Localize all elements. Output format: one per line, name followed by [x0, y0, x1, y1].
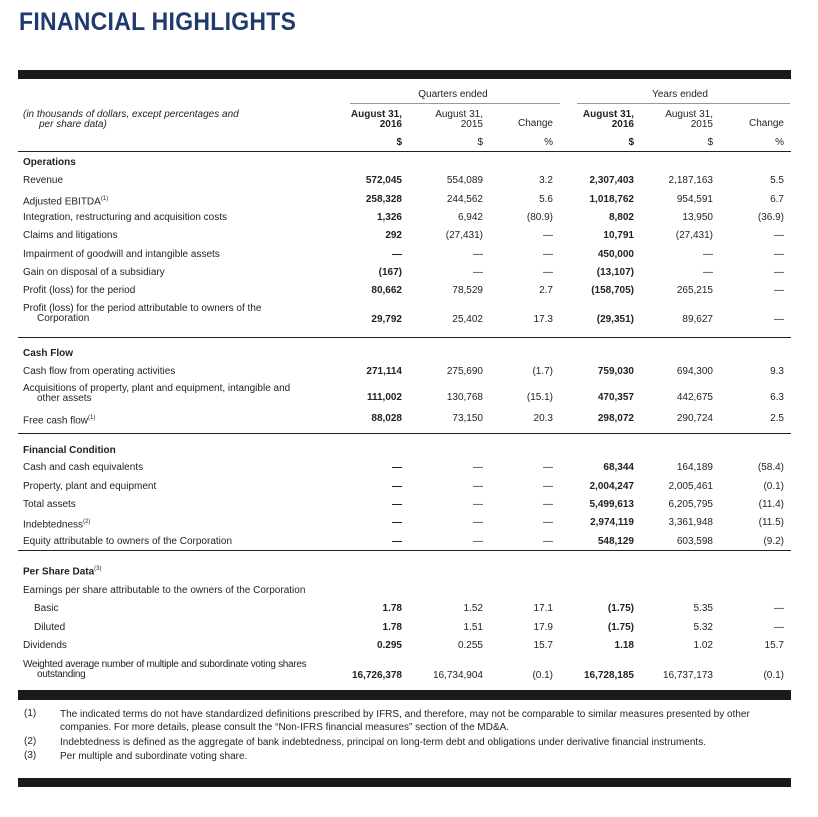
cell-revenue-col6: 5.5	[770, 175, 784, 186]
cell-fcf-col6: 2.5	[770, 413, 784, 424]
unit-y-2016: $	[628, 137, 634, 148]
cell-debt-col4: 2,974,119	[590, 517, 634, 528]
years-rule	[577, 103, 790, 104]
cell-cash-col5: 164,189	[676, 462, 713, 473]
cell-gain-col5: —	[703, 267, 713, 278]
row-label-dividends: Dividends	[23, 640, 67, 651]
cell-fcf-col3: 20.3	[533, 413, 553, 424]
cell-claims-col1: 292	[385, 230, 402, 241]
cell-dividends-col4: 1.18	[614, 640, 634, 651]
cell-debt-col5: 3,361,948	[668, 517, 713, 528]
cell-impairment-col1: —	[392, 249, 402, 260]
page-bottom-rule	[18, 778, 791, 787]
unit-q-2015: $	[477, 137, 483, 148]
cell-revenue-col2: 554,089	[446, 175, 483, 186]
cell-ppe-col4: 2,004,247	[589, 481, 634, 492]
cell-cfo-col2: 275,690	[446, 366, 483, 377]
col-q-change: Change	[517, 118, 553, 129]
cell-gain-col3: —	[543, 267, 553, 278]
cell-diluted-col6: —	[774, 622, 784, 633]
cell-impairment-col6: —	[774, 249, 784, 260]
footnote-3-text: Per multiple and subordinate voting share.	[60, 751, 248, 762]
cell-basic-col2: 1.52	[463, 603, 483, 614]
header-rule	[18, 151, 791, 152]
cell-basic-col3: 17.1	[533, 603, 553, 614]
cell-cfo-col6: 9.3	[770, 366, 784, 377]
years-ended-header: Years ended	[652, 89, 708, 100]
cell-cash-col2: —	[473, 462, 483, 473]
cell-impairment-col4: 450,000	[597, 249, 634, 260]
row-label-claims: Claims and litigations	[23, 230, 118, 241]
cell-shares-col4: 16,728,185	[583, 670, 634, 681]
cell-dividends-col2: 0.255	[457, 640, 483, 651]
col-y-2016: August 31, 2016	[582, 109, 634, 130]
cell-basic-col6: —	[774, 603, 784, 614]
row-label-fcf: Free cash flow$^{(1)}$	[23, 415, 96, 427]
financial-condition-rule	[18, 550, 791, 551]
cell-equity-col6: (9.2)	[763, 536, 784, 547]
cell-equity-col5: 603,598	[676, 536, 713, 547]
cell-integration-col5: 13,950	[682, 212, 713, 223]
footnote-1-number: (1)	[24, 708, 37, 719]
cell-integration-col6: (36.9)	[757, 212, 784, 223]
cell-impairment-col2: —	[473, 249, 483, 260]
cell-ebitda-col2: 244,562	[446, 194, 483, 205]
cell-cash-col6: (58.4)	[757, 462, 784, 473]
cell-assets-col6: (11.4)	[758, 499, 784, 510]
top-rule	[18, 70, 791, 79]
row-label-gain: Gain on disposal of a subsidiary	[23, 267, 165, 278]
cell-ppe-col3: —	[543, 481, 553, 492]
quarters-ended-header: Quarters ended	[418, 89, 488, 100]
cell-claims-col6: —	[774, 230, 784, 241]
footnote-2-text: Indebtedness is defined as the aggregate of bank indebtedness, principal on long-term debt and obligations under derivative financial instruments.	[60, 737, 706, 748]
cell-diluted-col1: 1.78	[382, 622, 402, 633]
cell-debt-col3: —	[543, 517, 553, 528]
cell-basic-col5: 5.35	[693, 603, 713, 614]
cell-debt-col1: —	[392, 517, 402, 528]
table-bottom-rule	[18, 690, 791, 700]
cell-cfo-col5: 694,300	[676, 366, 713, 377]
cell-cash-col4: 68,344	[603, 462, 634, 473]
units-note-line2: per share data)	[39, 119, 107, 130]
cell-claims-col4: 10,791	[603, 230, 634, 241]
section-cash-flow: Cash Flow	[23, 348, 74, 359]
cell-profit-col1: 80,662	[371, 285, 402, 296]
cell-revenue-col3: 3.2	[539, 175, 553, 186]
cell-profit-col2: 78,529	[452, 285, 483, 296]
cell-capex-col6: 6.3	[770, 392, 784, 403]
cell-ebitda-col5: 954,591	[676, 194, 713, 205]
cell-capex-col5: 442,675	[676, 392, 713, 403]
operations-rule	[18, 337, 791, 338]
cell-basic-col4: (1.75)	[607, 603, 634, 614]
cell-cfo-col4: 759,030	[597, 366, 634, 377]
cell-shares-col2: 16,734,904	[432, 670, 483, 681]
cell-impairment-col5: —	[703, 249, 713, 260]
cell-dividends-col1: 0.295	[376, 640, 402, 651]
cell-fcf-col2: 73,150	[452, 413, 483, 424]
cell-equity-col4: 548,129	[597, 536, 634, 547]
cell-profit-owners-col6: —	[774, 314, 784, 325]
cell-dividends-col3: 15.7	[533, 640, 553, 651]
cell-profit-owners-col4: (29,351)	[596, 314, 634, 325]
cell-claims-col5: (27,431)	[675, 230, 713, 241]
cell-cfo-col3: (1.7)	[532, 366, 553, 377]
row-label-profit-owners: Profit (loss) for the period attributable to owners of the Corporation	[23, 303, 262, 324]
cell-gain-col2: —	[473, 267, 483, 278]
page-title: FINANCIAL HIGHLIGHTS	[19, 8, 297, 36]
cell-equity-col3: —	[543, 536, 553, 547]
row-label-cash: Cash and cash equivalents	[23, 462, 144, 473]
cell-claims-col3: —	[543, 230, 553, 241]
cell-gain-col1: (167)	[378, 267, 402, 278]
row-label-equity: Equity attributable to owners of the Corporation	[23, 536, 233, 547]
cell-profit-owners-col2: 25,402	[452, 314, 483, 325]
cell-assets-col5: 6,205,795	[668, 499, 713, 510]
row-label-impairment: Impairment of goodwill and intangible assets	[23, 249, 220, 260]
col-q-2015: August 31, 2015	[435, 109, 483, 130]
row-label-integration: Integration, restructuring and acquisition costs	[23, 212, 227, 223]
units-note	[23, 110, 239, 130]
cell-claims-col2: (27,431)	[445, 230, 483, 241]
footnote-3-number: (3)	[24, 750, 37, 761]
cell-integration-col3: (80.9)	[526, 212, 553, 223]
cell-shares-col6: (0.1)	[763, 670, 784, 681]
cell-revenue-col4: 2,307,403	[589, 175, 634, 186]
cell-integration-col1: 1,326	[376, 212, 402, 223]
section-per-share: Per Share Data$^{(3)}$	[23, 566, 102, 578]
col-q-2016: August 31, 2016	[350, 109, 402, 130]
cell-equity-col2: —	[473, 536, 483, 547]
cell-shares-col3: (0.1)	[532, 670, 553, 681]
cash-flow-rule	[18, 433, 791, 434]
cell-diluted-col4: (1.75)	[607, 622, 634, 633]
cell-ebitda-col6: 6.7	[770, 194, 784, 205]
cell-equity-col1: —	[392, 536, 402, 547]
cell-cfo-col1: 271,114	[366, 366, 402, 377]
cell-profit-col5: 265,215	[676, 285, 713, 296]
cell-profit-col4: (158,705)	[591, 285, 634, 296]
footnote-1-text: The indicated terms do not have standardized definitions prescribed by IFRS, and therefore, may not be comparable to similar measures presented by other companies. For more details, please consult the “Non-IFRS financial measures” section of the MD&A.	[60, 709, 750, 733]
cell-debt-col2: —	[473, 517, 483, 528]
unit-q-2016: $	[396, 137, 402, 148]
row-label-diluted: Diluted	[34, 622, 66, 633]
cell-impairment-col3: —	[543, 249, 553, 260]
cell-capex-col3: (15.1)	[526, 392, 553, 403]
col-y-change: Change	[748, 118, 784, 129]
cell-profit-owners-col1: 29,792	[371, 314, 402, 325]
row-label-revenue: Revenue	[23, 175, 64, 186]
unit-q-change: %	[544, 137, 553, 148]
row-label-assets: Total assets	[23, 499, 76, 510]
cell-diluted-col3: 17.9	[533, 622, 553, 633]
cell-fcf-col1: 88,028	[371, 413, 402, 424]
cell-cash-col3: —	[543, 462, 553, 473]
cell-assets-col3: —	[543, 499, 553, 510]
row-label-cfo: Cash flow from operating activities	[23, 366, 176, 377]
cell-fcf-col4: 298,072	[597, 413, 634, 424]
cell-capex-col4: 470,357	[597, 392, 634, 403]
cell-ebitda-col1: 258,328	[365, 194, 402, 205]
cell-cash-col1: —	[392, 462, 402, 473]
cell-dividends-col6: 15.7	[764, 640, 784, 651]
cell-ebitda-col3: 5.6	[539, 194, 553, 205]
col-y-2015: August 31, 2015	[665, 109, 713, 130]
cell-integration-col2: 6,942	[457, 212, 483, 223]
cell-gain-col4: (13,107)	[596, 267, 634, 278]
cell-assets-col2: —	[473, 499, 483, 510]
cell-integration-col4: 8,802	[608, 212, 634, 223]
cell-capex-col1: 111,002	[366, 392, 402, 403]
cell-shares-col1: 16,726,378	[351, 670, 402, 681]
cell-debt-col6: (11.5)	[758, 517, 784, 528]
cell-fcf-col5: 290,724	[676, 413, 713, 424]
cell-profit-owners-col3: 17.3	[533, 314, 553, 325]
footnote-2-number: (2)	[24, 736, 37, 747]
row-label-basic: Basic	[34, 603, 59, 614]
cell-revenue-col1: 572,045	[365, 175, 402, 186]
row-label-debt: Indebtedness$^{(2)}$	[23, 519, 91, 531]
section-financial-condition: Financial Condition	[23, 445, 116, 456]
cell-ppe-col6: (0.1)	[763, 481, 784, 492]
cell-profit-owners-col5: 89,627	[682, 314, 713, 325]
cell-profit-col3: 2.7	[539, 285, 553, 296]
cell-ppe-col5: 2,005,461	[668, 481, 713, 492]
units-note-line1: (in thousands of dollars, except percentages and	[23, 109, 239, 120]
cell-shares-col5: 16,737,173	[662, 670, 713, 681]
cell-diluted-col2: 1.51	[463, 622, 483, 633]
cell-basic-col1: 1.78	[382, 603, 402, 614]
cell-ebitda-col4: 1,018,762	[589, 194, 634, 205]
quarters-rule	[350, 103, 560, 104]
cell-assets-col4: 5,499,613	[589, 499, 634, 510]
cell-diluted-col5: 5.32	[693, 622, 713, 633]
unit-y-change: %	[775, 137, 784, 148]
cell-revenue-col5: 2,187,163	[668, 175, 713, 186]
cell-ppe-col2: —	[473, 481, 483, 492]
row-label-shares: Weighted average number of multiple and subordinate voting shares outstanding	[23, 659, 307, 680]
row-label-profit: Profit (loss) for the period	[23, 285, 136, 296]
row-label-capex: Acquisitions of property, plant and equipment, intangible and other assets	[23, 383, 291, 404]
cell-assets-col1: —	[392, 499, 402, 510]
cell-dividends-col5: 1.02	[693, 640, 713, 651]
cell-gain-col6: —	[774, 267, 784, 278]
row-label-ebitda: Adjusted EBITDA$^{(1)}$	[23, 196, 109, 208]
cell-profit-col6: —	[774, 285, 784, 296]
row-label-eps: Earnings per share attributable to the owners of the Corporation	[23, 585, 306, 596]
row-label-ppe: Property, plant and equipment	[23, 481, 157, 492]
section-operations: Operations	[23, 157, 76, 168]
unit-y-2015: $	[707, 137, 713, 148]
cell-capex-col2: 130,768	[446, 392, 483, 403]
cell-ppe-col1: —	[392, 481, 402, 492]
